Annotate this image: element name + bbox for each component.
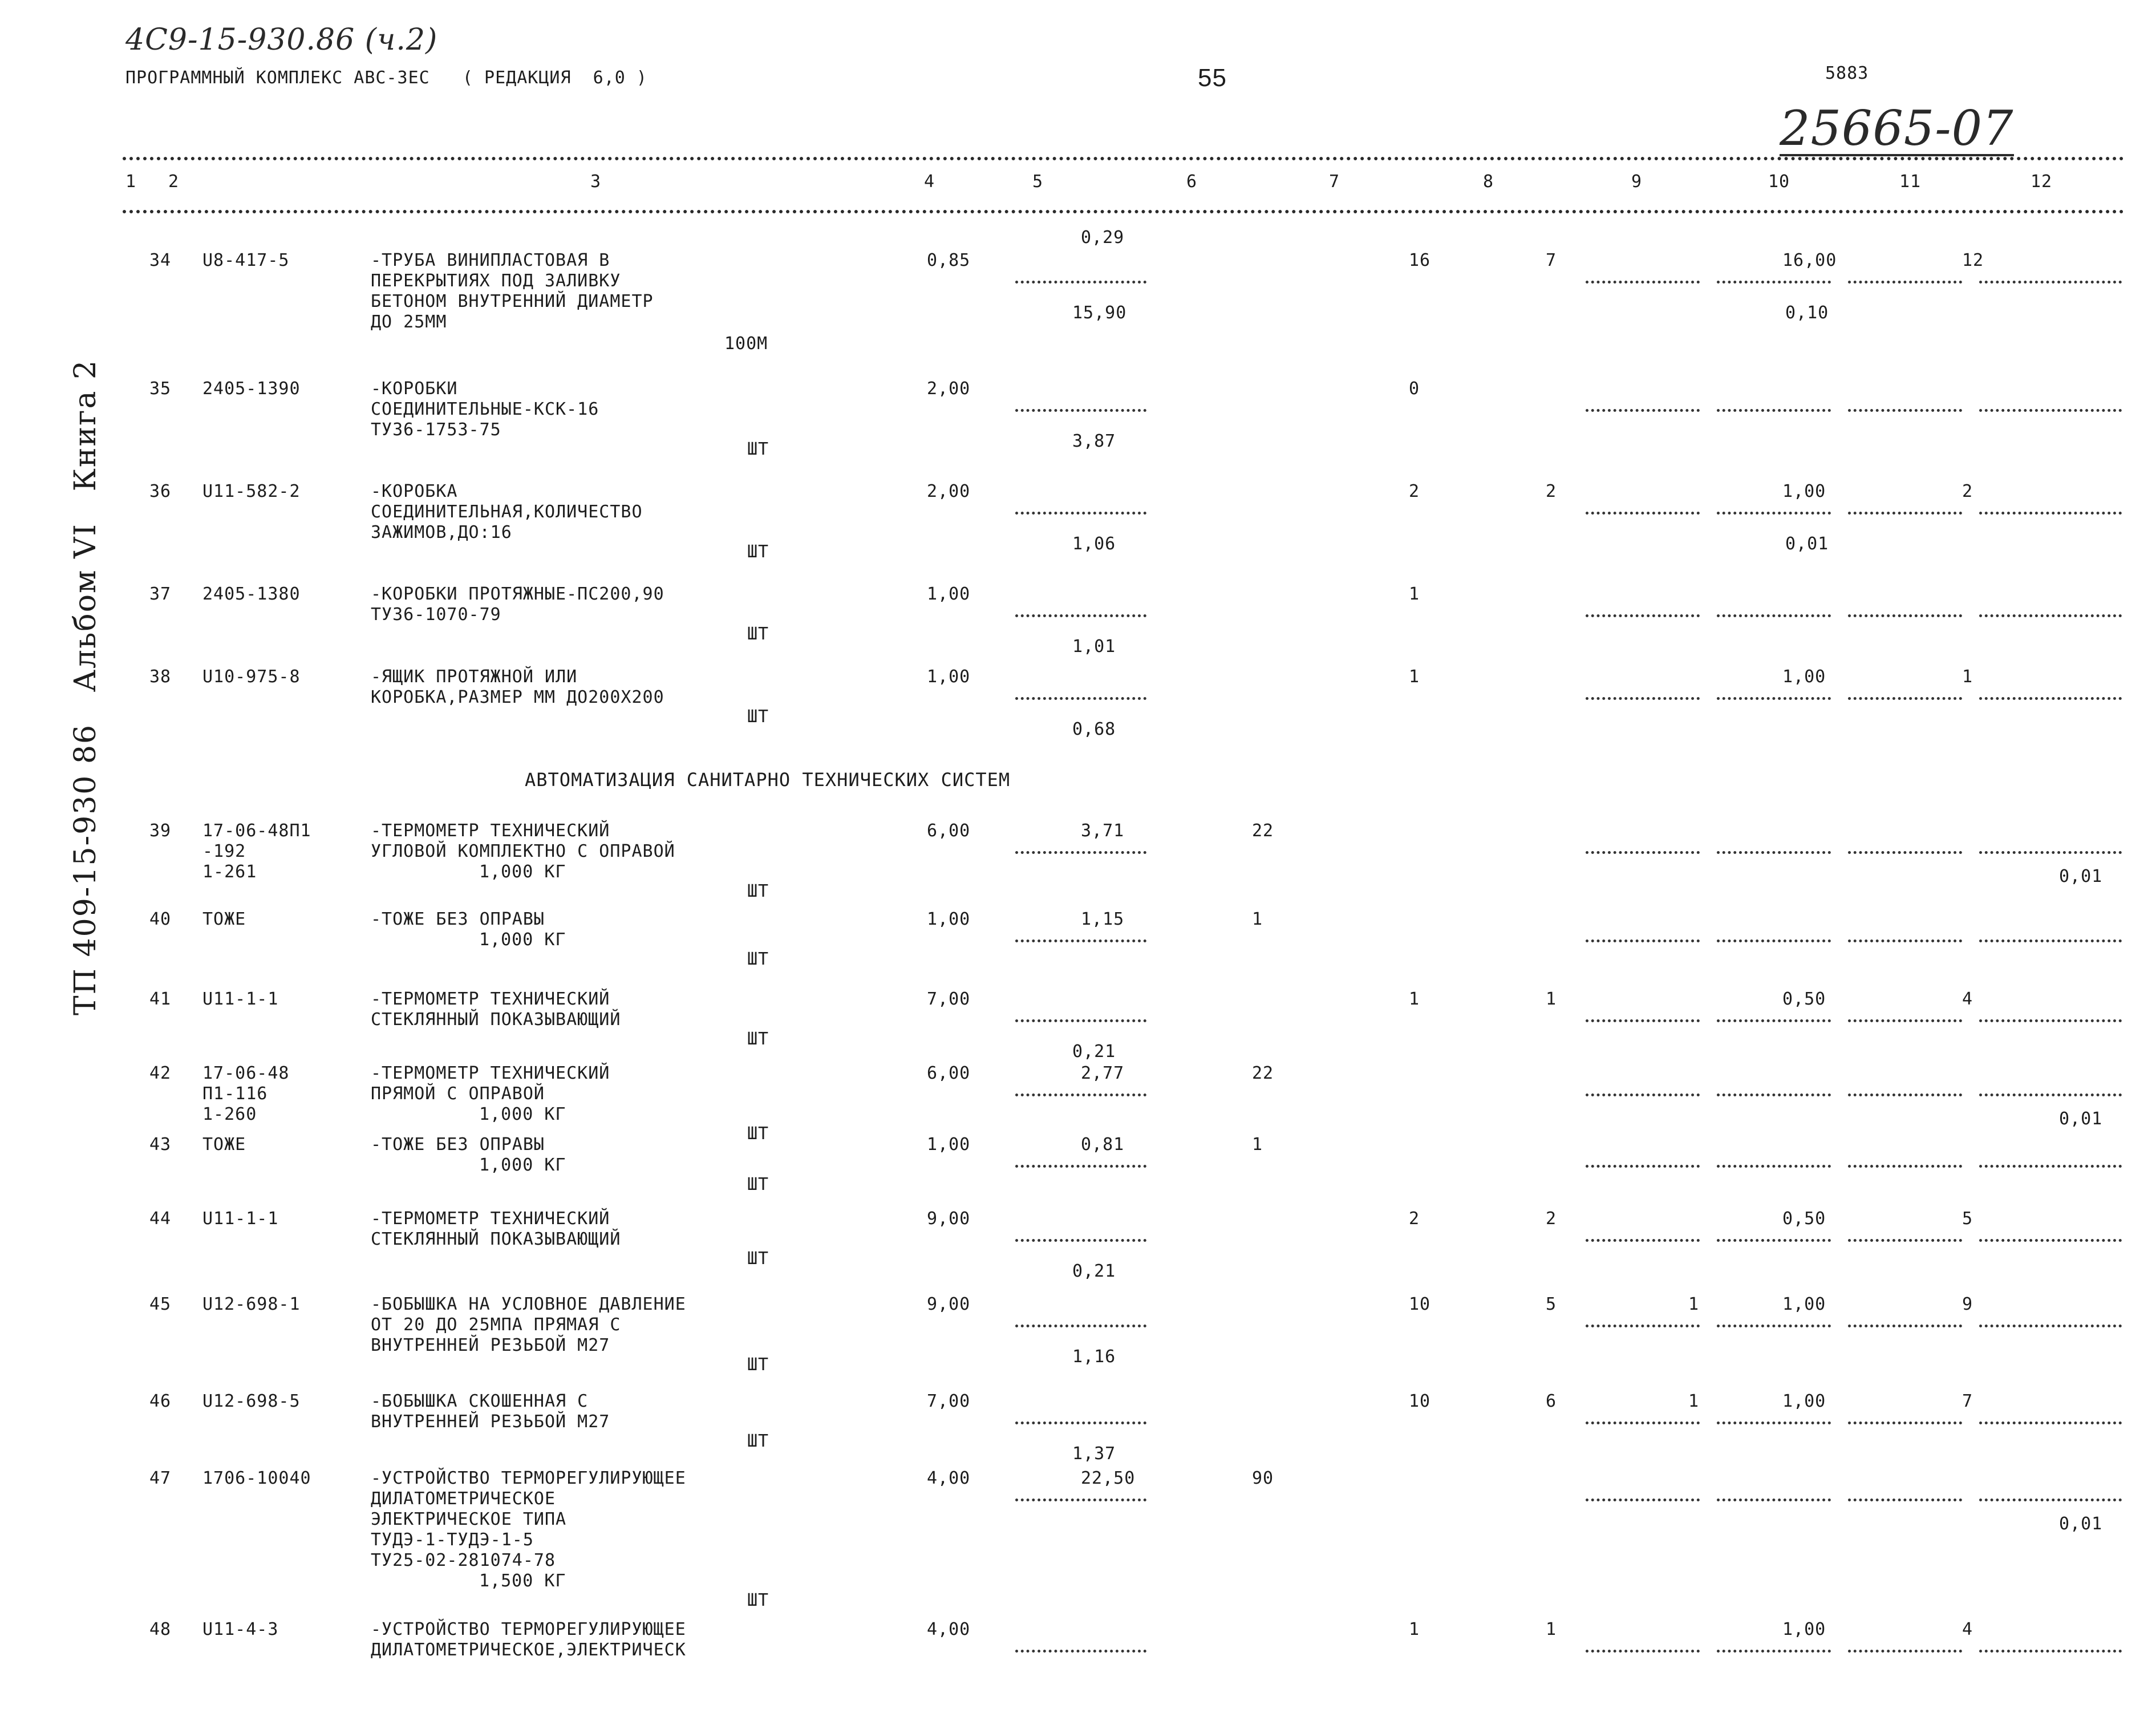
dotted-separator (1586, 281, 1700, 284)
dotted-separator (1586, 940, 1700, 942)
row-col5: 0,29 (1081, 228, 1125, 248)
row-col11: 9 (1962, 1294, 1973, 1314)
row-quantity: 7,00 (927, 989, 971, 1009)
dotted-separator (1717, 1165, 1831, 1168)
row-name-line: ТУ36-1753-75 (371, 420, 501, 440)
row-col8: 7 (1546, 250, 1557, 270)
row-name-line: -БОБЫШКА НА УСЛОВНОЕ ДАВЛЕНИЕ (371, 1294, 686, 1314)
dotted-separator (1979, 851, 2122, 854)
row-number: 39 (149, 821, 172, 841)
row-col10: 1,00 (1782, 1294, 1826, 1314)
dotted-separator (1015, 1325, 1146, 1327)
stamp-number: 25665-07 (1780, 100, 2014, 156)
row-col7: 10 (1409, 1391, 1431, 1411)
row-name-line: УГЛОВОЙ КОМПЛЕКТНО С ОПРАВОЙ (371, 841, 675, 861)
row-col12: 0,01 (2059, 1109, 2103, 1129)
column-header: 3 (590, 172, 602, 192)
row-unit: ШТ (747, 949, 769, 969)
row-col10-sub: 0,01 (1785, 534, 1829, 554)
row-name-line: -УСТРОЙСТВО ТЕРМОРЕГУЛИРУЮЩЕЕ (371, 1468, 686, 1488)
row-unit: ШТ (747, 1175, 769, 1194)
column-header: 12 (2031, 172, 2053, 192)
dotted-separator (1717, 1239, 1831, 1242)
row-col8: 1 (1546, 1619, 1557, 1639)
row-unit: ШТ (747, 1355, 769, 1375)
row-name-line: БЕТОНОМ ВНУТРЕННИЙ ДИАМЕТР (371, 291, 654, 311)
row-name-line: 1,000 КГ (479, 1104, 566, 1124)
dotted-separator (1717, 1019, 1831, 1022)
row-col5: 0,81 (1081, 1135, 1125, 1155)
row-col5-sub: 0,21 (1072, 1261, 1116, 1281)
row-code: U12-698-5 (202, 1391, 301, 1411)
dotted-separator (1979, 1325, 2122, 1327)
row-quantity: 0,85 (927, 250, 971, 270)
row-quantity: 7,00 (927, 1391, 971, 1411)
dotted-separator (1848, 512, 1962, 515)
row-number: 34 (149, 250, 172, 270)
row-name-line: -КОРОБКА (371, 481, 458, 501)
row-code: U11-4-3 (202, 1619, 279, 1639)
row-quantity: 6,00 (927, 821, 971, 841)
row-name-line: -ТЕРМОМЕТР ТЕХНИЧЕСКИЙ (371, 989, 610, 1009)
row-code: U11-582-2 (202, 481, 301, 501)
row-col5-sub: 0,21 (1072, 1042, 1116, 1062)
dotted-separator (1848, 1094, 1962, 1096)
row-col7: 2 (1409, 1209, 1420, 1229)
row-name-line: ПРЯМОЙ С ОПРАВОЙ (371, 1084, 545, 1104)
row-quantity: 1,00 (927, 909, 971, 929)
dotted-separator (1848, 1499, 1962, 1501)
dotted-separator (1586, 851, 1700, 854)
dotted-separator (1586, 1019, 1700, 1022)
row-name-line: -ТОЖЕ БЕЗ ОПРАВЫ (371, 1135, 545, 1155)
row-quantity: 1,00 (927, 1135, 971, 1155)
row-col10: 1,00 (1782, 1391, 1826, 1411)
row-name-line: -ТЕРМОМЕТР ТЕХНИЧЕСКИЙ (371, 821, 610, 841)
row-quantity: 6,00 (927, 1063, 971, 1083)
row-col12: 0,01 (2059, 1514, 2103, 1534)
dotted-separator (1015, 1499, 1146, 1501)
column-header: 2 (168, 172, 180, 192)
row-col8: 1 (1546, 989, 1557, 1009)
row-quantity: 9,00 (927, 1294, 971, 1314)
row-col6: 22 (1252, 1063, 1274, 1083)
column-header: 9 (1631, 172, 1643, 192)
row-name-line: ПЕРЕКРЫТИЯХ ПОД ЗАЛИВКУ (371, 271, 621, 291)
row-name-line: -ЯЩИК ПРОТЯЖНОЙ ИЛИ (371, 667, 578, 687)
row-code: 1706-10040 (202, 1468, 311, 1488)
row-col11: 12 (1962, 250, 1984, 270)
dotted-separator (1979, 614, 2122, 617)
row-name-line: ДО 25ММ (371, 312, 447, 332)
row-col5-sub: 1,01 (1072, 637, 1116, 657)
row-quantity: 2,00 (927, 481, 971, 501)
row-col9: 1 (1688, 1391, 1700, 1411)
dotted-separator (1979, 1239, 2122, 1242)
row-number: 45 (149, 1294, 172, 1314)
row-col7: 16 (1409, 250, 1431, 270)
dotted-separator (1586, 1094, 1700, 1096)
row-code: 1-261 (202, 862, 257, 882)
row-col5-sub: 0,68 (1072, 719, 1116, 739)
row-col11: 5 (1962, 1209, 1973, 1229)
row-col5-sub: 3,87 (1072, 431, 1116, 451)
row-col11: 4 (1962, 1619, 1973, 1639)
row-col5-sub: 1,16 (1072, 1347, 1116, 1367)
row-name-line: ОТ 20 ДО 25МПА ПРЯМАЯ С (371, 1315, 621, 1335)
row-name-line: ТУ25-02-281074-78 (371, 1550, 556, 1570)
row-col11: 4 (1962, 989, 1973, 1009)
row-number: 40 (149, 909, 172, 929)
dotted-separator (1586, 1239, 1700, 1242)
dotted-separator (1848, 1650, 1962, 1653)
row-col5-sub: 1,06 (1072, 534, 1116, 554)
album-label: ТП 409-15-930 86 Альбом VI Книга 2 (68, 359, 103, 1015)
row-code: U12-698-1 (202, 1294, 301, 1314)
dotted-separator (1717, 697, 1831, 700)
row-name-line: ЭЛЕКТРИЧЕСКОЕ ТИПА (371, 1509, 567, 1529)
row-unit: ШТ (747, 881, 769, 901)
dotted-separator (1015, 697, 1146, 700)
row-code: 17-06-48П1 (202, 821, 311, 841)
row-col10: 1,00 (1782, 667, 1826, 687)
row-quantity: 1,00 (927, 667, 971, 687)
dotted-separator (1586, 614, 1700, 617)
row-col7: 1 (1409, 1619, 1420, 1639)
row-name-line: ДИЛАТОМЕТРИЧЕСКОЕ (371, 1489, 556, 1509)
row-col11: 2 (1962, 481, 1973, 501)
row-code: ТОЖЕ (202, 909, 246, 929)
dotted-separator (1717, 1422, 1831, 1424)
row-name-line: ВНУТРЕННЕЙ РЕЗЬБОЙ М27 (371, 1412, 610, 1432)
row-number: 37 (149, 584, 172, 604)
dotted-separator (1717, 614, 1831, 617)
dotted-separator (1586, 1165, 1700, 1168)
row-unit: ШТ (747, 1029, 769, 1049)
dotted-separator (1848, 697, 1962, 700)
dotted-separator (1717, 409, 1831, 412)
row-name-line: СТЕКЛЯННЫЙ ПОКАЗЫВАЮЩИЙ (371, 1229, 621, 1249)
row-name-line: -ТЕРМОМЕТР ТЕХНИЧЕСКИЙ (371, 1209, 610, 1229)
dotted-separator (1848, 940, 1962, 942)
row-unit: 100М (724, 334, 768, 354)
column-header: 10 (1768, 172, 1790, 192)
row-number: 41 (149, 989, 172, 1009)
dotted-separator (1015, 940, 1146, 942)
dotted-separator (1586, 409, 1700, 412)
column-header: 8 (1483, 172, 1494, 192)
row-name-line: -ТРУБА ВИНИПЛАСТОВАЯ В (371, 250, 610, 270)
column-header: 7 (1329, 172, 1340, 192)
row-name-line: -КОРОБКИ ПРОТЯЖНЫЕ-ПС200,90 (371, 584, 664, 604)
row-name-line: СОЕДИНИТЕЛЬНЫЕ-КСК-16 (371, 399, 599, 419)
row-code: ТОЖЕ (202, 1135, 246, 1155)
row-col7: 1 (1409, 584, 1420, 604)
row-code: -192 (202, 841, 246, 861)
row-col7: 0 (1409, 379, 1420, 399)
row-col8: 2 (1546, 1209, 1557, 1229)
row-number: 46 (149, 1391, 172, 1411)
row-code: П1-116 (202, 1084, 268, 1104)
row-number: 43 (149, 1135, 172, 1155)
row-number: 36 (149, 481, 172, 501)
row-name-line: 1,000 КГ (479, 930, 566, 950)
row-unit: ШТ (747, 1249, 769, 1269)
row-code: U10-975-8 (202, 667, 301, 687)
row-name-line: -ТЕРМОМЕТР ТЕХНИЧЕСКИЙ (371, 1063, 610, 1083)
dotted-separator (1717, 851, 1831, 854)
dotted-separator (1015, 1422, 1146, 1424)
dotted-separator (1848, 1165, 1962, 1168)
column-header: 6 (1186, 172, 1198, 192)
row-col8: 5 (1546, 1294, 1557, 1314)
row-name-line: 1,000 КГ (479, 862, 566, 882)
row-name-line: ЗАЖИМОВ,ДО:16 (371, 523, 512, 542)
row-quantity: 9,00 (927, 1209, 971, 1229)
dotted-separator (1848, 281, 1962, 284)
row-col10: 0,50 (1782, 989, 1826, 1009)
row-unit: ШТ (747, 542, 769, 562)
program-line: ПРОГРАММНЫЙ КОМПЛЕКС АВС-3ЕС ( РЕДАКЦИЯ 6,0 ) (125, 68, 647, 88)
handwritten-code: 4С9-15-930.86 (ч.2) (125, 23, 438, 57)
row-number: 42 (149, 1063, 172, 1083)
row-name-line: СТЕКЛЯННЫЙ ПОКАЗЫВАЮЩИЙ (371, 1010, 621, 1030)
row-col7: 1 (1409, 989, 1420, 1009)
dotted-separator (1015, 512, 1146, 515)
row-quantity: 1,00 (927, 584, 971, 604)
dotted-separator (1015, 409, 1146, 412)
row-col5: 2,77 (1081, 1063, 1125, 1083)
dotted-separator (1848, 851, 1962, 854)
dotted-separator (1979, 940, 2122, 942)
row-col6: 90 (1252, 1468, 1274, 1488)
row-unit: ШТ (747, 707, 769, 727)
row-col11: 7 (1962, 1391, 1973, 1411)
dotted-separator (1717, 1650, 1831, 1653)
section-title: АВТОМАТИЗАЦИЯ САНИТАРНО ТЕХНИЧЕСКИХ СИСТЕМ (525, 769, 1011, 791)
dotted-separator (1717, 940, 1831, 942)
row-col5: 22,50 (1081, 1468, 1136, 1488)
row-quantity: 4,00 (927, 1619, 971, 1639)
row-name-line: ВНУТРЕННЕЙ РЕЗЬБОЙ М27 (371, 1335, 610, 1355)
row-col11: 1 (1962, 667, 1973, 687)
dotted-separator (1717, 281, 1831, 284)
row-name-line: СОЕДИНИТЕЛЬНАЯ,КОЛИЧЕСТВО (371, 502, 643, 522)
row-number: 47 (149, 1468, 172, 1488)
row-name-line: 1,000 КГ (479, 1155, 566, 1175)
dotted-separator (1717, 1499, 1831, 1501)
row-quantity: 4,00 (927, 1468, 971, 1488)
dotted-separator (1979, 1422, 2122, 1424)
row-code: 17-06-48 (202, 1063, 290, 1083)
row-col10-sub: 0,10 (1785, 303, 1829, 323)
row-col6: 1 (1252, 909, 1263, 929)
row-number: 38 (149, 667, 172, 687)
row-col5-sub: 1,37 (1072, 1444, 1116, 1464)
dotted-separator (1979, 1499, 2122, 1501)
row-col5: 3,71 (1081, 821, 1125, 841)
row-col7: 10 (1409, 1294, 1431, 1314)
dotted-separator (1717, 1094, 1831, 1096)
row-unit: ШТ (747, 1590, 769, 1610)
dotted-separator (1979, 409, 2122, 412)
header-rule-top (123, 157, 2125, 160)
dotted-separator (1848, 409, 1962, 412)
dotted-separator (1979, 697, 2122, 700)
dotted-separator (1979, 281, 2122, 284)
row-code: U11-1-1 (202, 1209, 279, 1229)
dotted-separator (1979, 1019, 2122, 1022)
dotted-separator (1015, 1165, 1146, 1168)
dotted-separator (1717, 1325, 1831, 1327)
dotted-separator (1848, 1239, 1962, 1242)
dotted-separator (1848, 1325, 1962, 1327)
row-name-line: КОРОБКА,РАЗМЕР ММ ДО200Х200 (371, 687, 664, 707)
row-col10: 16,00 (1782, 250, 1837, 270)
row-unit: ШТ (747, 624, 769, 644)
dotted-separator (1015, 614, 1146, 617)
row-col10: 1,00 (1782, 1619, 1826, 1639)
row-name-line: ДИЛАТОМЕТРИЧЕСКОЕ,ЭЛЕКТРИЧЕСК (371, 1640, 686, 1660)
row-code: 2405-1380 (202, 584, 301, 604)
page-number: 55 (1198, 64, 1227, 92)
dotted-separator (1586, 1325, 1700, 1327)
sheet-code: 5883 (1825, 63, 1869, 83)
row-name-line: -УСТРОЙСТВО ТЕРМОРЕГУЛИРУЮЩЕЕ (371, 1619, 686, 1639)
dotted-separator (1848, 1422, 1962, 1424)
row-unit: ШТ (747, 1124, 769, 1144)
row-col7: 1 (1409, 667, 1420, 687)
row-number: 44 (149, 1209, 172, 1229)
column-header: 1 (125, 172, 137, 192)
row-unit: ШТ (747, 439, 769, 459)
row-name-line: -БОБЫШКА СКОШЕННАЯ С (371, 1391, 589, 1411)
row-col10: 1,00 (1782, 481, 1826, 501)
row-col12: 0,01 (2059, 866, 2103, 886)
dotted-separator (1015, 1650, 1146, 1653)
row-unit: ШТ (747, 1431, 769, 1451)
row-col6: 22 (1252, 821, 1274, 841)
dotted-separator (1848, 614, 1962, 617)
row-code: U8-417-5 (202, 250, 290, 270)
row-col5-sub: 15,90 (1072, 303, 1127, 323)
dotted-separator (1586, 697, 1700, 700)
row-col10: 0,50 (1782, 1209, 1826, 1229)
dotted-separator (1979, 1650, 2122, 1653)
row-number: 48 (149, 1619, 172, 1639)
dotted-separator (1015, 851, 1146, 854)
header-rule-bottom (123, 210, 2125, 213)
dotted-separator (1586, 1650, 1700, 1653)
row-code: 1-260 (202, 1104, 257, 1124)
row-code: U11-1-1 (202, 989, 279, 1009)
row-col9: 1 (1688, 1294, 1700, 1314)
dotted-separator (1015, 1094, 1146, 1096)
dotted-separator (1015, 281, 1146, 284)
dotted-separator (1586, 1499, 1700, 1501)
row-code: 2405-1390 (202, 379, 301, 399)
row-col8: 2 (1546, 481, 1557, 501)
dotted-separator (1586, 512, 1700, 515)
row-name-line: -КОРОБКИ (371, 379, 458, 399)
dotted-separator (1979, 1165, 2122, 1168)
row-col6: 1 (1252, 1135, 1263, 1155)
row-name-line: 1,500 КГ (479, 1571, 566, 1591)
dotted-separator (1717, 512, 1831, 515)
row-name-line: ТУДЭ-1-ТУДЭ-1-5 (371, 1530, 534, 1550)
dotted-separator (1015, 1239, 1146, 1242)
dotted-separator (1979, 1094, 2122, 1096)
column-header: 4 (924, 172, 935, 192)
row-col8: 6 (1546, 1391, 1557, 1411)
row-quantity: 2,00 (927, 379, 971, 399)
row-name-line: -ТОЖЕ БЕЗ ОПРАВЫ (371, 909, 545, 929)
dotted-separator (1586, 1422, 1700, 1424)
row-name-line: ТУ36-1070-79 (371, 605, 501, 625)
dotted-separator (1015, 1019, 1146, 1022)
row-col5: 1,15 (1081, 909, 1125, 929)
dotted-separator (1848, 1019, 1962, 1022)
row-col7: 2 (1409, 481, 1420, 501)
row-number: 35 (149, 379, 172, 399)
dotted-separator (1979, 512, 2122, 515)
column-header: 5 (1032, 172, 1044, 192)
column-header: 11 (1899, 172, 1922, 192)
